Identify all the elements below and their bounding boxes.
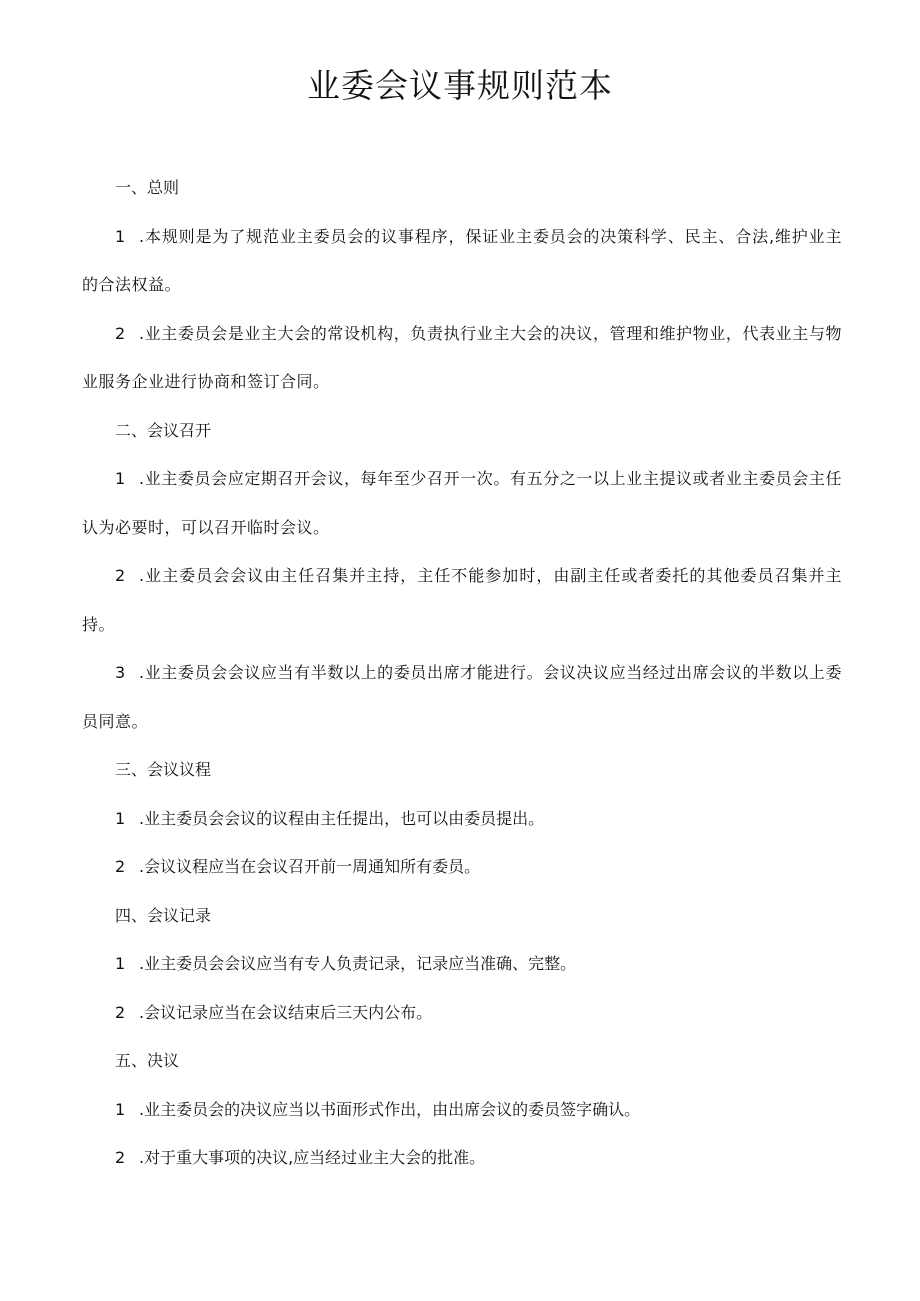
list-item [82,1134,842,1183]
list-item [82,989,842,1038]
document-title: 业委会议事规则范本 [307,66,613,105]
item-number: 2 [115,1148,126,1167]
list-item [82,1086,842,1135]
item-text: .会议议程应当在会议召开前一周通知所有委员。 [139,857,481,876]
list-item [82,213,842,310]
item-text: .会议记录应当在会议结束后三天内公布。 [139,1002,433,1022]
item-number: 3 [115,663,126,682]
document-body [82,164,842,1183]
item-text: .业主委员会会议应当有专人负责记录，记录应当准确、完整。 [139,954,577,973]
item-text: .业主委员会会议的议程由主任提出，也可以由委员提出。 [139,808,545,828]
item-number: 1 [115,469,126,488]
item-number: 2 [115,566,126,585]
section-heading: 五、决议 [115,1051,180,1070]
item-number: 2 [115,1002,126,1022]
section-heading: 一、总则 [115,178,180,197]
list-item [82,310,842,407]
item-text: .本规则是为了规范业主委员会的议事程序，保证业主委员会的决策科学、民主、合法,维护业主的合法权益。 [82,226,842,294]
item-number: 2 [115,323,126,343]
section-heading: 四、会议记录 [115,905,212,925]
list-item [82,552,842,649]
item-text: .业主委员会应定期召开会议，每年至少召开一次。有五分之一以上业主提议或者业主委员会主任认为必要时，可以召开临时会议。 [82,469,842,537]
item-text: .业主委员会是业主大会的常设机构，负责执行业主大会的决议，管理和维护物业，代表业主与物业服务企业进行协商和签订合同。 [82,323,842,391]
item-text: .业主委员会会议由主任召集并主持，主任不能参加时，由副主任或者委托的其他委员召集并主持。 [82,566,842,634]
section-heading: 三、会议议程 [115,760,212,779]
section-heading: 二、会议召开 [115,420,212,440]
list-item [82,795,842,844]
item-number: 1 [115,808,126,828]
item-number: 1 [115,954,126,973]
item-number: 2 [115,857,126,876]
list-item [82,843,842,892]
item-text: .业主委员会会议应当有半数以上的委员出席才能进行。会议决议应当经过出席会议的半数以上委员同意。 [82,663,842,731]
item-text: .对于重大事项的决议,应当经过业主大会的批准。 [139,1148,486,1167]
item-text: .业主委员会的决议应当以书面形式作出，由出席会议的委员签字确认。 [139,1099,641,1119]
list-item [82,455,842,552]
item-number: 1 [115,1099,126,1119]
list-item [82,940,842,989]
item-number: 1 [115,226,126,246]
list-item [82,649,842,746]
